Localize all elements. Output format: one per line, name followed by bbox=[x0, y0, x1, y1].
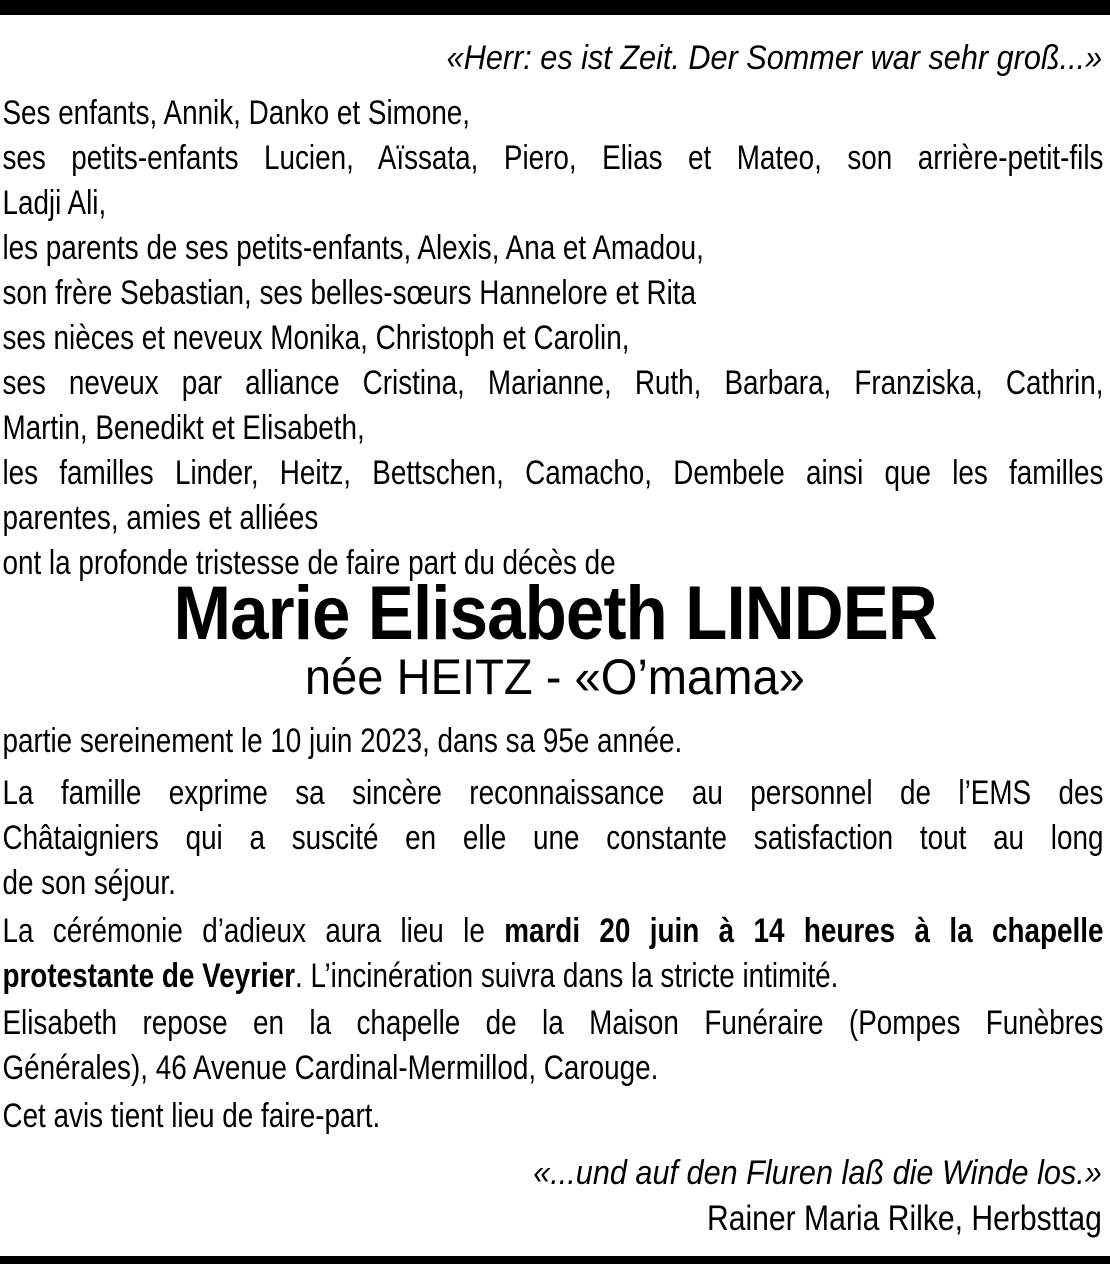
closing-quote-text: «...und auf den Fluren laß die Winde los.» bbox=[533, 1154, 1102, 1192]
deceased-name-text: Marie Elisabeth LINDER bbox=[173, 571, 937, 656]
attribution-text: Rainer Maria Rilke, Herbsttag bbox=[706, 1199, 1102, 1238]
family-line: les parents de ses petits-enfants, Alexis, Ana et Amadou, bbox=[2, 229, 704, 267]
closing-notice: Cet avis tient lieu de faire-part. bbox=[2, 1097, 381, 1135]
paragraph-line: Générales), 46 Avenue Cardinal-Mermillod, Carouge. bbox=[2, 1049, 659, 1087]
paragraph-line bbox=[0, 954, 1110, 999]
family-line: ses neveux par alliance Cristina, Marianne, Ruth, Barbara, Franziska, Cathrin, bbox=[2, 364, 1104, 402]
maiden-name-text: née HEITZ - «O’mama» bbox=[305, 649, 805, 705]
family-line: ses petits-enfants Lucien, Aïssata, Piero, Elias et Mateo, son arrière-petit-fils bbox=[2, 139, 1104, 177]
family-line: parentes, amies et alliées bbox=[2, 499, 319, 537]
epigraph-text: «Herr: es ist Zeit. Der Sommer war sehr groß...» bbox=[446, 39, 1102, 77]
quote-attribution bbox=[0, 1196, 1110, 1241]
family-list bbox=[0, 91, 1110, 586]
family-line: Ladji Ali, bbox=[2, 184, 107, 222]
ceremony-regular-text: . L’incinération suivra dans la stricte intimité. bbox=[295, 957, 839, 995]
closing-quote bbox=[0, 1151, 1110, 1196]
family-line: ses nièces et neveux Monika, Christoph et Carolin, bbox=[2, 319, 630, 357]
family-line: Martin, Benedikt et Elisabeth, bbox=[2, 409, 365, 447]
family-line: son frère Sebastian, ses belles-sœurs Hannelore et Rita bbox=[2, 274, 697, 312]
deceased-name bbox=[0, 571, 1110, 656]
paragraph-line: Châtaigniers qui a suscité en elle une constante satisfaction tout au long bbox=[2, 819, 1104, 857]
maiden-name bbox=[0, 650, 1110, 704]
paragraph-line: Elisabeth repose en la chapelle de la Maison Funéraire (Pompes Funèbres bbox=[2, 1004, 1104, 1042]
paragraph-line bbox=[0, 909, 1110, 954]
epigraph-quote bbox=[0, 36, 1110, 81]
ceremony-bold-text: mardi 20 juin à 14 heures à la chapelle bbox=[504, 912, 1104, 950]
family-line: les familles Linder, Heitz, Bettschen, Camacho, Dembele ainsi que les familles bbox=[2, 454, 1104, 492]
gratitude-paragraph bbox=[0, 771, 1110, 906]
ceremony-bold-text: protestante de Veyrier bbox=[2, 957, 296, 995]
passing-line: partie sereinement le 10 juin 2023, dans sa 95e année. bbox=[2, 722, 683, 760]
paragraph-line: de son séjour. bbox=[2, 864, 176, 902]
repose-paragraph bbox=[0, 1001, 1110, 1091]
ceremony-regular-text: La cérémonie d’adieux aura lieu le bbox=[2, 912, 505, 950]
ceremony-paragraph bbox=[0, 909, 1110, 999]
family-line: Ses enfants, Annik, Danko et Simone, bbox=[2, 94, 471, 132]
family-line: ont la profonde tristesse de faire part du décès de bbox=[2, 544, 616, 582]
bottom-rule bbox=[0, 1256, 1110, 1264]
paragraph-line: La famille exprime sa sincère reconnaissance au personnel de l’EMS des bbox=[2, 774, 1104, 812]
